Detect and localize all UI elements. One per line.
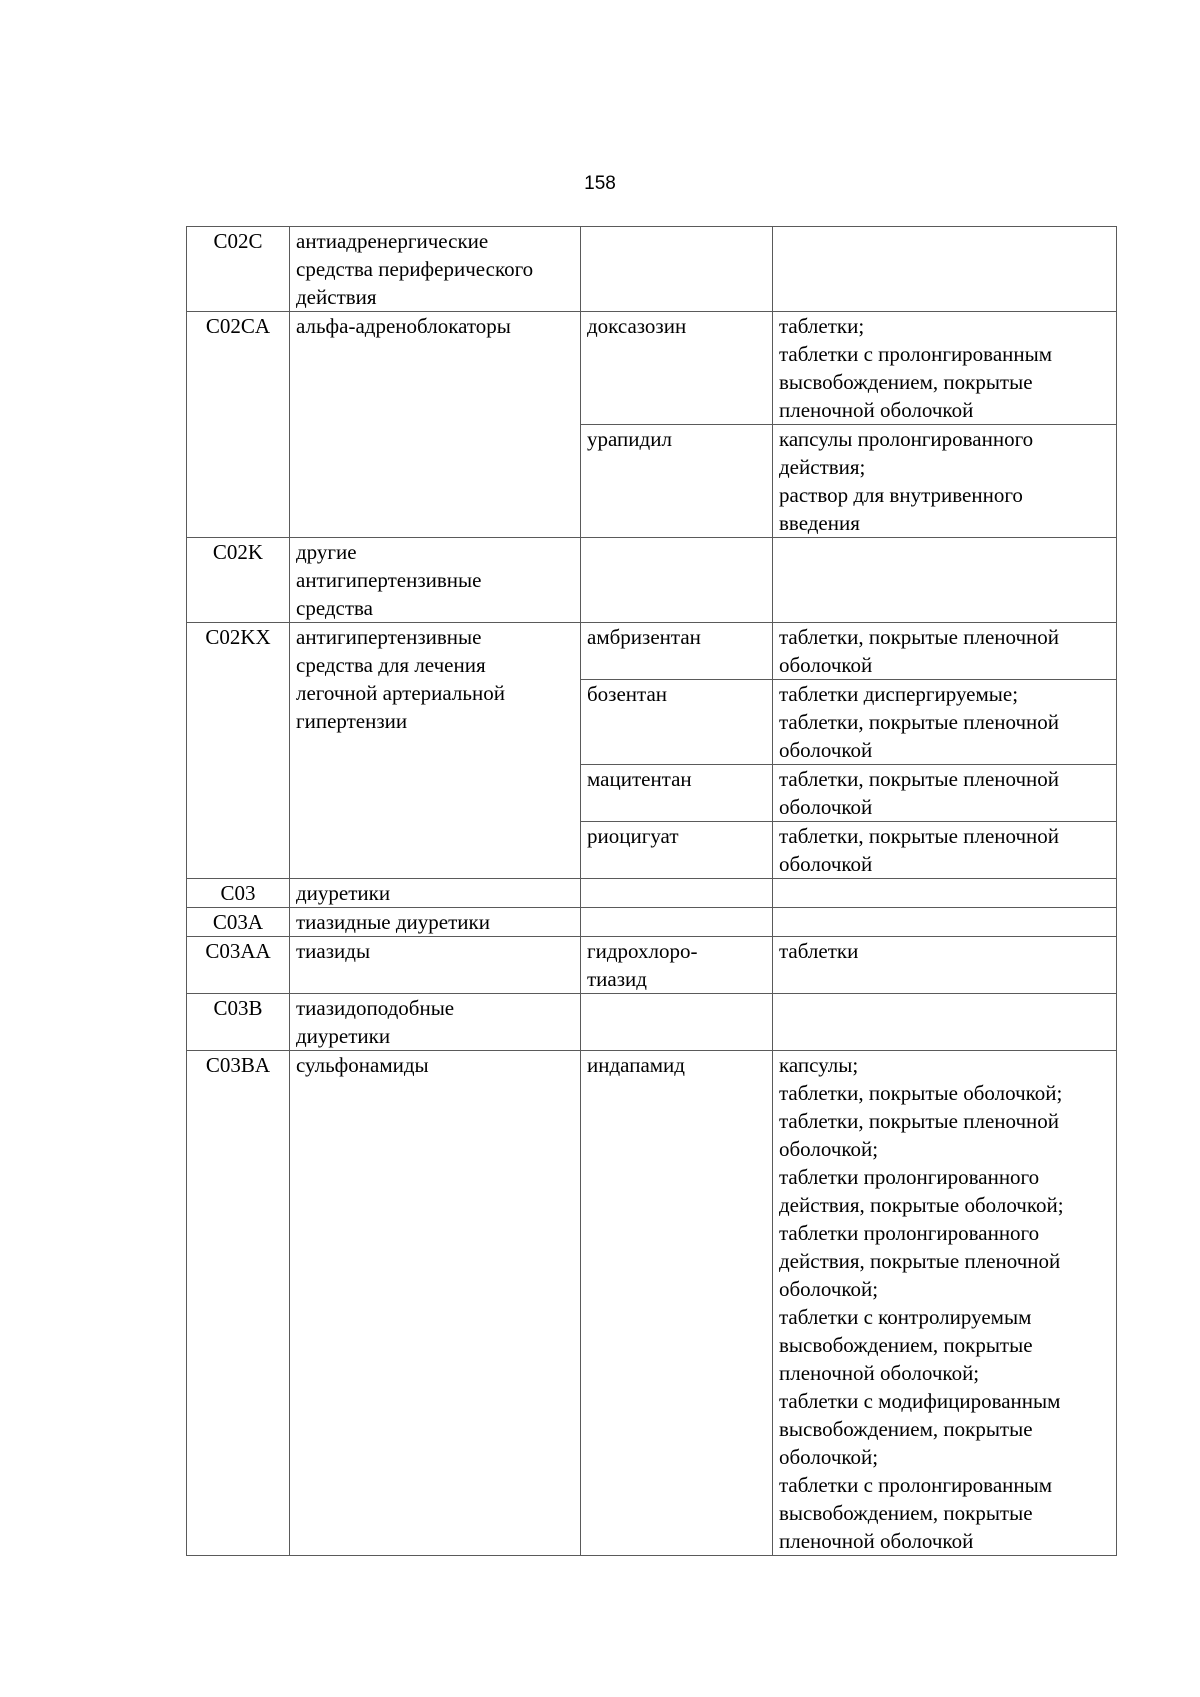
drug-name-cell [581, 994, 773, 1051]
atc-code-cell: C03AA [187, 937, 290, 994]
atc-code-cell: C02CA [187, 312, 290, 538]
dosage-form-cell: таблетки, покрытые пленочной оболочкой [773, 822, 1117, 879]
table-row [187, 1051, 1117, 1556]
drug-name-cell: мацитентан [581, 765, 773, 822]
atc-code-cell: C03 [187, 879, 290, 908]
dosage-form-cell: таблетки [773, 937, 1117, 994]
drug-name-cell: индапамид [581, 1051, 773, 1556]
dosage-form-cell: капсулы; таблетки, покрытые оболочкой; таблетки, покрытые пленочной оболочкой; таблетки пролонгированного действия, покрытые оболочкой; таблетки пролонгированного действия, покрытые пленочной оболочкой; таблетки с контролируемым высвобождением, покрытые пленочной оболочкой; таблетки с модифицированным высвобождением, покрытые оболочкой; таблетки с пролонгированным высвобождением, покрытые пленочной оболочкой [773, 1051, 1117, 1556]
drug-name-cell [581, 227, 773, 312]
table-row [187, 937, 1117, 994]
group-name-cell: альфа-адреноблокаторы [290, 312, 581, 538]
table-row [187, 623, 1117, 680]
atc-code-cell: C02KX [187, 623, 290, 879]
group-name-cell: диуретики [290, 879, 581, 908]
table-row [187, 879, 1117, 908]
table-row [187, 312, 1117, 425]
dosage-form-cell [773, 538, 1117, 623]
group-name-cell: сульфонамиды [290, 1051, 581, 1556]
drug-name-cell: доксазозин [581, 312, 773, 425]
dosage-form-cell [773, 994, 1117, 1051]
table-row [187, 994, 1117, 1051]
drug-name-cell [581, 908, 773, 937]
dosage-form-cell [773, 879, 1117, 908]
drug-name-cell: урапидил [581, 425, 773, 538]
page-number: 158 [584, 173, 616, 194]
group-name-cell: тиазидные диуретики [290, 908, 581, 937]
atc-code-cell: C02C [187, 227, 290, 312]
drug-table [186, 226, 1117, 1556]
atc-code-cell: C03BA [187, 1051, 290, 1556]
drug-name-cell [581, 538, 773, 623]
group-name-cell: тиазидоподобные диуретики [290, 994, 581, 1051]
atc-code-cell: C03A [187, 908, 290, 937]
dosage-form-cell: таблетки диспергируемые; таблетки, покрытые пленочной оболочкой [773, 680, 1117, 765]
group-name-cell: тиазиды [290, 937, 581, 994]
drug-name-cell: амбризентан [581, 623, 773, 680]
group-name-cell: антиадренергические средства периферического действия [290, 227, 581, 312]
group-name-cell: другие антигипертензивные средства [290, 538, 581, 623]
drug-name-cell: риоцигуат [581, 822, 773, 879]
dosage-form-cell: капсулы пролонгированного действия; раствор для внутривенного введения [773, 425, 1117, 538]
table-body [187, 227, 1117, 1556]
atc-code-cell: C02K [187, 538, 290, 623]
drug-name-cell [581, 879, 773, 908]
dosage-form-cell: таблетки; таблетки с пролонгированным высвобождением, покрытые пленочной оболочкой [773, 312, 1117, 425]
atc-code-cell: C03B [187, 994, 290, 1051]
table-row [187, 908, 1117, 937]
drug-name-cell: гидрохлоро- тиазид [581, 937, 773, 994]
table-row [187, 227, 1117, 312]
table-row [187, 538, 1117, 623]
group-name-cell: антигипертензивные средства для лечения легочной артериальной гипертензии [290, 623, 581, 879]
dosage-form-cell: таблетки, покрытые пленочной оболочкой [773, 623, 1117, 680]
drug-name-cell: бозентан [581, 680, 773, 765]
dosage-form-cell: таблетки, покрытые пленочной оболочкой [773, 765, 1117, 822]
dosage-form-cell [773, 227, 1117, 312]
dosage-form-cell [773, 908, 1117, 937]
